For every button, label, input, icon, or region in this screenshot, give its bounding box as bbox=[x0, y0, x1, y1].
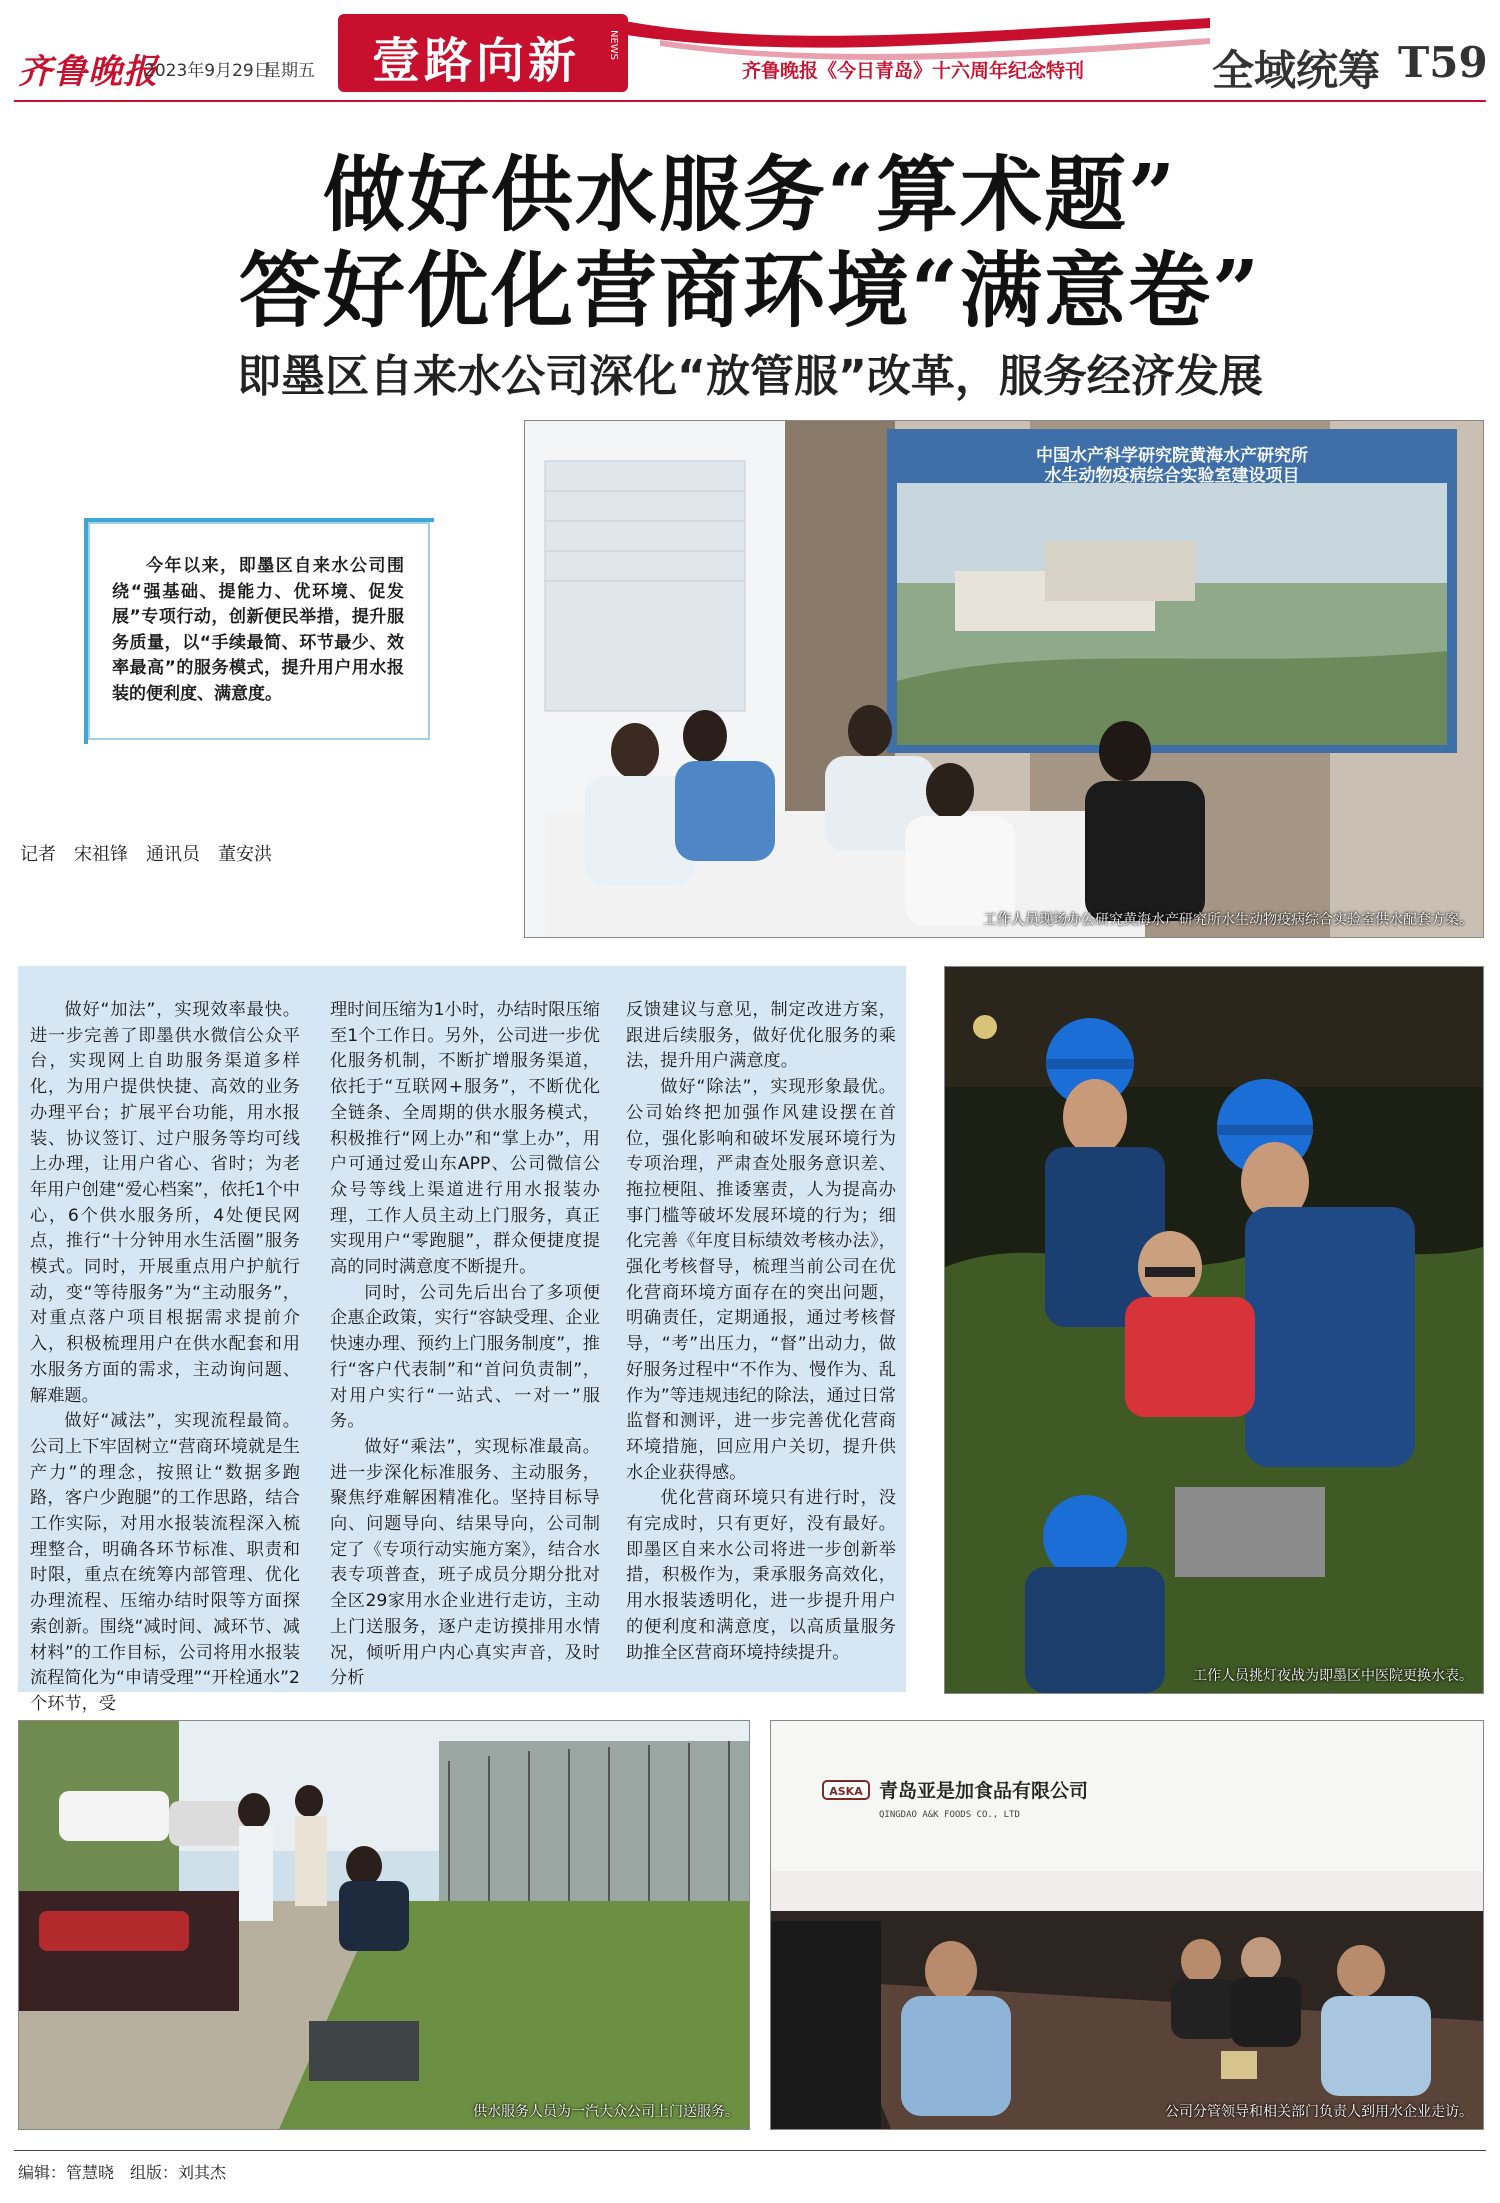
photo-caption: 工作人员挑灯夜战为即墨区中医院更换水表。 bbox=[1193, 1668, 1473, 1684]
photo-night-repair bbox=[944, 966, 1484, 1694]
newspaper-logo: 齐鲁晚报 bbox=[18, 52, 158, 92]
photo-caption: 工作人员现场办公研究黄海水产研究所水生动物疫病综合实验室供水配套方案。 bbox=[983, 912, 1473, 928]
night-repair-illustration bbox=[945, 967, 1483, 1693]
article-column-2 bbox=[330, 998, 600, 1692]
article-paragraph: 同时，公司先后出台了多项便企惠企政策，实行“容缺受理、企业快速办理、预约上门服务制度”，推行“客户代表制”和“首问负责制”，对用户实行“一站式、一对一”服务。 bbox=[330, 1282, 600, 1432]
company-name-en: QINGDAO A&K FOODS CO., LTD bbox=[879, 1810, 1020, 1820]
byline: 记者 宋祖锋 通讯员 董安洪 bbox=[20, 844, 272, 865]
section-name: 全域统筹 bbox=[1212, 46, 1381, 95]
article-column-3 bbox=[626, 998, 896, 1666]
issue-weekday: 星期五 bbox=[264, 61, 315, 81]
company-logo: ASKA bbox=[829, 1785, 863, 1798]
brand-news-label: NEWS bbox=[608, 30, 619, 61]
article-paragraph: 优化营商环境只有进行时，没有完成时，只有更好，没有最好。即墨区自来水公司将进一步创新举措，积极作为，秉承服务高效化，用水报装透明化，进一步提升用户的便利度和满意度，以高质量服务助推全区营商环境持续提升。 bbox=[626, 1488, 896, 1663]
article-paragraph: 做好“乘法”，实现标准最高。进一步深化标准服务、主动服务，聚焦纾难解困精准化。坚持目标导向、问题导向、结果导向，公司制定了《专项行动实施方案》，结合水表专项普查，班子成员分期分批对全区29家用水企业进行走访，主动上门送服务，逐户走访摸排用水情况，倾听用户内心真实声音，及时分析 bbox=[330, 1436, 600, 1689]
sign-line-2: 水生动物疫病综合实验室建设项目 bbox=[1044, 466, 1300, 486]
sign-line-1: 中国水产科学研究院黄海水产研究所 bbox=[1036, 446, 1308, 466]
issue-date: 2023年9月29日 bbox=[144, 61, 271, 81]
article-paragraph: 做好“减法”，实现流程最简。公司上下牢固树立“营商环境就是生产力”的理念，按照让“数据多跑路，客户少跑腿”的工作思路，结合工作实际，对用水报装流程深入梳理整合，明确各环节标准、职责和时限，重点在统筹内部管理、优化办理流程、压缩办结时限等方面探索创新。围绕“减时间、减环节、减材料”的工作目标，公司将用水报装流程简化为“申请受理”“开栓通水”2个环节，受 bbox=[30, 1411, 300, 1714]
header-swoosh-graphic bbox=[620, 10, 1210, 96]
headline-line-2: 答好优化营商环境“满意卷” bbox=[238, 243, 1262, 339]
street-service-illustration bbox=[19, 1721, 749, 2129]
photo-company-visit bbox=[770, 1720, 1484, 2130]
special-issue-title: 齐鲁晚报《今日青岛》十六周年纪念特刊 bbox=[742, 60, 1085, 82]
company-visit-illustration bbox=[771, 1721, 1483, 2129]
header-divider bbox=[14, 100, 1486, 102]
subheadline: 即墨区自来水公司深化“放管服”改革，服务经济发展 bbox=[237, 351, 1263, 402]
headline-line-1: 做好供水服务“算术题” bbox=[322, 147, 1178, 243]
article-paragraph: 做好“加法”，实现效率最快。进一步完善了即墨供水微信公众平台，实现网上自助服务渠道多样化，为用户提供快捷、高效的业务办理平台；扩展平台功能，用水报装、协议签订、过户服务等均可线上办理，让用户省心、省时；为老年用户创建“爱心档案”，依托1个中心，6个供水服务所，4处便民网点，推行“十分钟用水生活圈”服务模式。同时，开展重点用户护航行动，变“等待服务”为“主动服务”，对重点落户项目根据需求提前介入，积极梳理用户在供水配套和用水服务方面的需求，主动询问题、解难题。 bbox=[30, 1000, 300, 1406]
photo-caption: 公司分管领导和相关部门负责人到用水企业走访。 bbox=[1165, 2104, 1473, 2120]
page-number: T59 bbox=[1398, 38, 1488, 87]
footer-divider bbox=[14, 2150, 1486, 2151]
photo-street-service bbox=[18, 1720, 750, 2130]
article-paragraph: 反馈建议与意见，制定改进方案，跟进后续服务，做好优化服务的乘法，提升用户满意度。 bbox=[626, 1000, 896, 1072]
photo-caption: 供水服务人员为一汽大众公司上门送服务。 bbox=[473, 2104, 739, 2120]
photo-meeting bbox=[524, 420, 1484, 938]
editor-credit: 编辑：管慧晓 组版：刘其杰 bbox=[18, 2163, 227, 2182]
intro-text: 今年以来，即墨区自来水公司围绕“强基础、提能力、优环境、促发展”专项行动，创新便民举措，提升服务质量，以“手续最简、环节最少、效率最高”的服务模式，提升用户用水报装的便利度、满意度。 bbox=[112, 556, 404, 704]
company-name: 青岛亚是加食品有限公司 bbox=[879, 1780, 1089, 1802]
article-paragraph: 理时间压缩为1小时，办结时限压缩至1个工作日。另外，公司进一步优化服务机制，不断扩增服务渠道，依托于“互联网+服务”，不断优化全链条、全周期的供水服务模式，积极推行“网上办”和“掌上办”，用户可通过爱山东APP、公司微信公众号等线上渠道进行用水报装办理，工作人员主动上门服务，真正实现用户“零跑腿”，群众便捷度提高的同时满意度不断提升。 bbox=[330, 1000, 600, 1278]
article-column-1 bbox=[30, 998, 300, 1718]
meeting-scene-illustration bbox=[525, 421, 1483, 937]
brand-title: 壹路向新 bbox=[372, 33, 581, 89]
article-paragraph: 做好“除法”，实现形象最优。公司始终把加强作风建设摆在首位，强化影响和破坏发展环境行为专项治理，严肃查处服务意识差、拖拉梗阻、推诿塞责，人为提高办事门槛等破坏发展环境的行为；细化完善《年度目标绩效考核办法》，强化考核督导，梳理当前公司在优化营商环境方面存在的突出问题，明确责任，定期通报，通过考核督导，“考”出压力，“督”出动力，做好服务过程中“不作为、慢作为、乱作为”等违规违纪的除法，通过日常监督和测评，进一步完善优化营商环境措施，回应用户关切，提升供水企业获得感。 bbox=[626, 1077, 896, 1483]
